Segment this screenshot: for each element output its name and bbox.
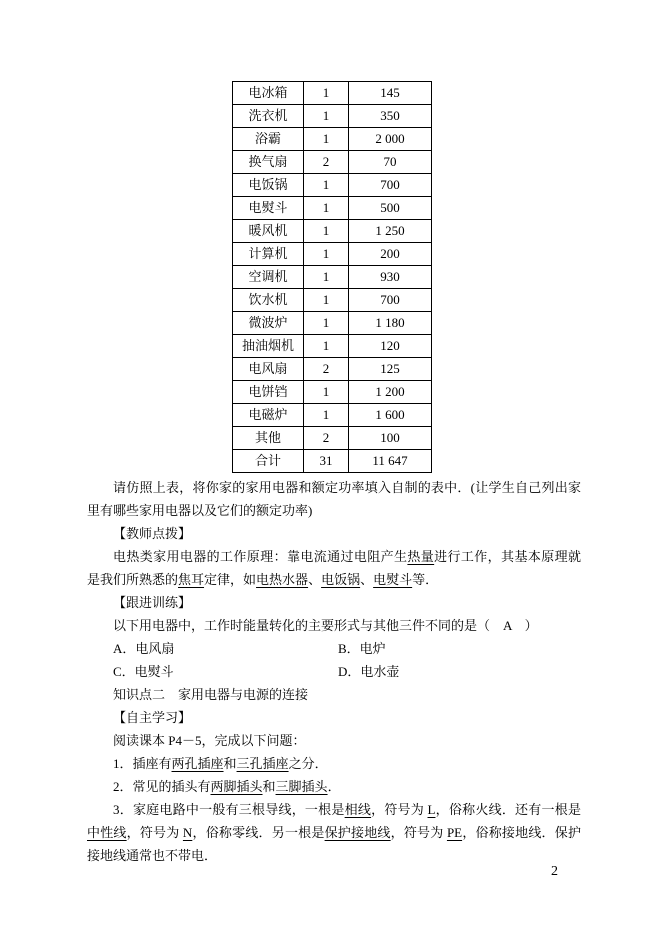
table-row <box>233 128 432 151</box>
quantity-cell: 1 <box>304 335 349 358</box>
quantity-cell: 1 <box>304 404 349 427</box>
quantity-cell: 1 <box>304 266 349 289</box>
item-1 <box>87 752 581 775</box>
appliance-name-cell: 微波炉 <box>233 312 304 335</box>
self-study-heading <box>87 706 581 729</box>
text-run: ，俗称接地线．保护接地线通常也不带电． <box>87 825 581 863</box>
text-run: 进行工作，其基本原理就是我们所熟悉的 <box>87 549 581 587</box>
quantity-cell: 1 <box>304 312 349 335</box>
teacher-tips-heading <box>87 522 581 545</box>
power-cell: 700 <box>349 289 432 312</box>
underlined-answer-text: 三脚插头 <box>275 779 328 794</box>
appliance-name-cell: 电饭锅 <box>233 174 304 197</box>
table-row <box>233 312 432 335</box>
quantity-cell: 1 <box>304 82 349 105</box>
underlined-answer-text: 相线 <box>344 802 372 817</box>
text-run: 【教师点拨】 <box>113 526 192 541</box>
appliance-name-cell: 电饼铛 <box>233 381 304 404</box>
power-cell: 70 <box>349 151 432 174</box>
text-run: 【跟进训练】 <box>113 595 192 610</box>
power-cell: 930 <box>349 266 432 289</box>
text-run: 、 <box>308 572 322 587</box>
table-row <box>233 450 432 473</box>
text-run: ，俗称零线．另一根是 <box>192 825 325 840</box>
text-run: 知识点二 家用电器与电源的连接 <box>113 687 309 702</box>
quantity-cell: 1 <box>304 174 349 197</box>
power-cell: 350 <box>349 105 432 128</box>
option-line <box>87 637 581 660</box>
appliance-table-body <box>233 82 432 473</box>
appliance-name-cell: 电风扇 <box>233 358 304 381</box>
power-cell: 1 250 <box>349 220 432 243</box>
text-run: 阅读课本 P4－5，完成以下问题： <box>113 733 306 748</box>
text-run: 以下用电器中，工作时能量转化的主要形式与其他三件不同的是（ A ） <box>113 618 538 633</box>
power-cell: 120 <box>349 335 432 358</box>
appliance-name-cell: 合计 <box>233 450 304 473</box>
text-run: 2．常见的插头有 <box>113 779 211 794</box>
quantity-cell: 2 <box>304 427 349 450</box>
table-row <box>233 174 432 197</box>
underlined-answer-text: L <box>427 802 436 817</box>
table-row <box>233 427 432 450</box>
text-run: ，符号为 <box>390 825 447 840</box>
follow-up-training-heading <box>87 591 581 614</box>
table-row <box>233 381 432 404</box>
quantity-cell: 2 <box>304 151 349 174</box>
underlined-answer-text: 保护接地线 <box>324 825 391 840</box>
text-run: 定律，如 <box>204 572 257 587</box>
appliance-name-cell: 浴霸 <box>233 128 304 151</box>
text-run: 和 <box>223 756 237 771</box>
underlined-answer-text: 电饭锅 <box>321 572 361 587</box>
quantity-cell: 1 <box>304 381 349 404</box>
table-row <box>233 289 432 312</box>
table-row <box>233 335 432 358</box>
table-row <box>233 105 432 128</box>
quantity-cell: 2 <box>304 358 349 381</box>
text-run: 之分． <box>288 756 328 771</box>
text-run: 电热类家用电器的工作原理：靠电流通过电阻产生 <box>113 549 408 564</box>
text-run: D．电水壶 <box>338 664 400 679</box>
text-run: A．电风扇 <box>113 641 175 656</box>
table-row <box>233 220 432 243</box>
quantity-cell: 1 <box>304 105 349 128</box>
power-cell: 11 647 <box>349 450 432 473</box>
power-cell: 700 <box>349 174 432 197</box>
quantity-cell: 1 <box>304 197 349 220</box>
appliance-name-cell: 换气扇 <box>233 151 304 174</box>
appliance-name-cell: 饮水机 <box>233 289 304 312</box>
page-number: 2 <box>551 864 558 879</box>
appliance-name-cell: 洗衣机 <box>233 105 304 128</box>
text-run: C．电熨斗 <box>113 664 174 679</box>
power-cell: 500 <box>349 197 432 220</box>
quantity-cell: 1 <box>304 220 349 243</box>
power-cell: 2 000 <box>349 128 432 151</box>
power-cell: 1 200 <box>349 381 432 404</box>
table-row <box>233 266 432 289</box>
power-cell: 200 <box>349 243 432 266</box>
power-cell: 1 180 <box>349 312 432 335</box>
table-row <box>233 358 432 381</box>
teacher-tips-paragraph <box>87 545 581 591</box>
text-run: 、 <box>360 572 374 587</box>
option-line <box>87 660 581 683</box>
document-body <box>87 476 581 867</box>
text-run: 3．家庭电路中一般有三根导线，一根是 <box>113 802 345 817</box>
text-run: 1．插座有 <box>113 756 172 771</box>
text-run: 【自主学习】 <box>113 710 192 725</box>
power-cell: 145 <box>349 82 432 105</box>
underlined-answer-text: 中性线 <box>87 825 127 840</box>
appliance-name-cell: 暖风机 <box>233 220 304 243</box>
text-run: ，符号为 <box>126 825 183 840</box>
quantity-cell: 1 <box>304 128 349 151</box>
text-run: 等． <box>412 572 439 587</box>
quantity-cell: 1 <box>304 243 349 266</box>
table-row <box>233 197 432 220</box>
intro-paragraph <box>87 476 581 522</box>
text-run: ． <box>327 779 341 794</box>
table-row <box>233 243 432 266</box>
item-2 <box>87 775 581 798</box>
text-run: ，符号为 <box>371 802 428 817</box>
reading-instruction <box>87 729 581 752</box>
underlined-answer-text: 三孔插座 <box>236 756 289 771</box>
table-row <box>233 151 432 174</box>
knowledge-point-heading <box>87 683 581 706</box>
appliance-power-table <box>232 81 432 473</box>
quantity-cell: 1 <box>304 289 349 312</box>
appliance-name-cell: 抽油烟机 <box>233 335 304 358</box>
power-cell: 125 <box>349 358 432 381</box>
appliance-name-cell: 空调机 <box>233 266 304 289</box>
table-row <box>233 404 432 427</box>
appliance-name-cell: 电磁炉 <box>233 404 304 427</box>
underlined-answer-text: PE <box>446 825 463 840</box>
underlined-answer-text: N <box>182 825 193 840</box>
text-run: ，俗称火线．还有一根是 <box>435 802 581 817</box>
underlined-answer-text: 电熨斗 <box>373 572 413 587</box>
question-paragraph <box>87 614 581 637</box>
item-3 <box>87 798 581 867</box>
underlined-answer-text: 电热水器 <box>256 572 309 587</box>
text-run: 和 <box>262 779 276 794</box>
underlined-answer-text: 两孔插座 <box>171 756 224 771</box>
appliance-name-cell: 计算机 <box>233 243 304 266</box>
underlined-answer-text: 两脚插头 <box>210 779 263 794</box>
underlined-answer-text: 焦耳 <box>178 572 205 587</box>
text-run: 请仿照上表，将你家的家用电器和额定功率填入自制的表中．(让学生自己列出家里有哪些家用电器以及它们的额定功率) <box>87 480 581 518</box>
text-run: B．电炉 <box>338 641 386 656</box>
power-cell: 100 <box>349 427 432 450</box>
quantity-cell: 31 <box>304 450 349 473</box>
table-row <box>233 82 432 105</box>
appliance-name-cell: 电冰箱 <box>233 82 304 105</box>
appliance-name-cell: 电熨斗 <box>233 197 304 220</box>
power-cell: 1 600 <box>349 404 432 427</box>
appliance-name-cell: 其他 <box>233 427 304 450</box>
underlined-answer-text: 热量 <box>407 549 435 564</box>
